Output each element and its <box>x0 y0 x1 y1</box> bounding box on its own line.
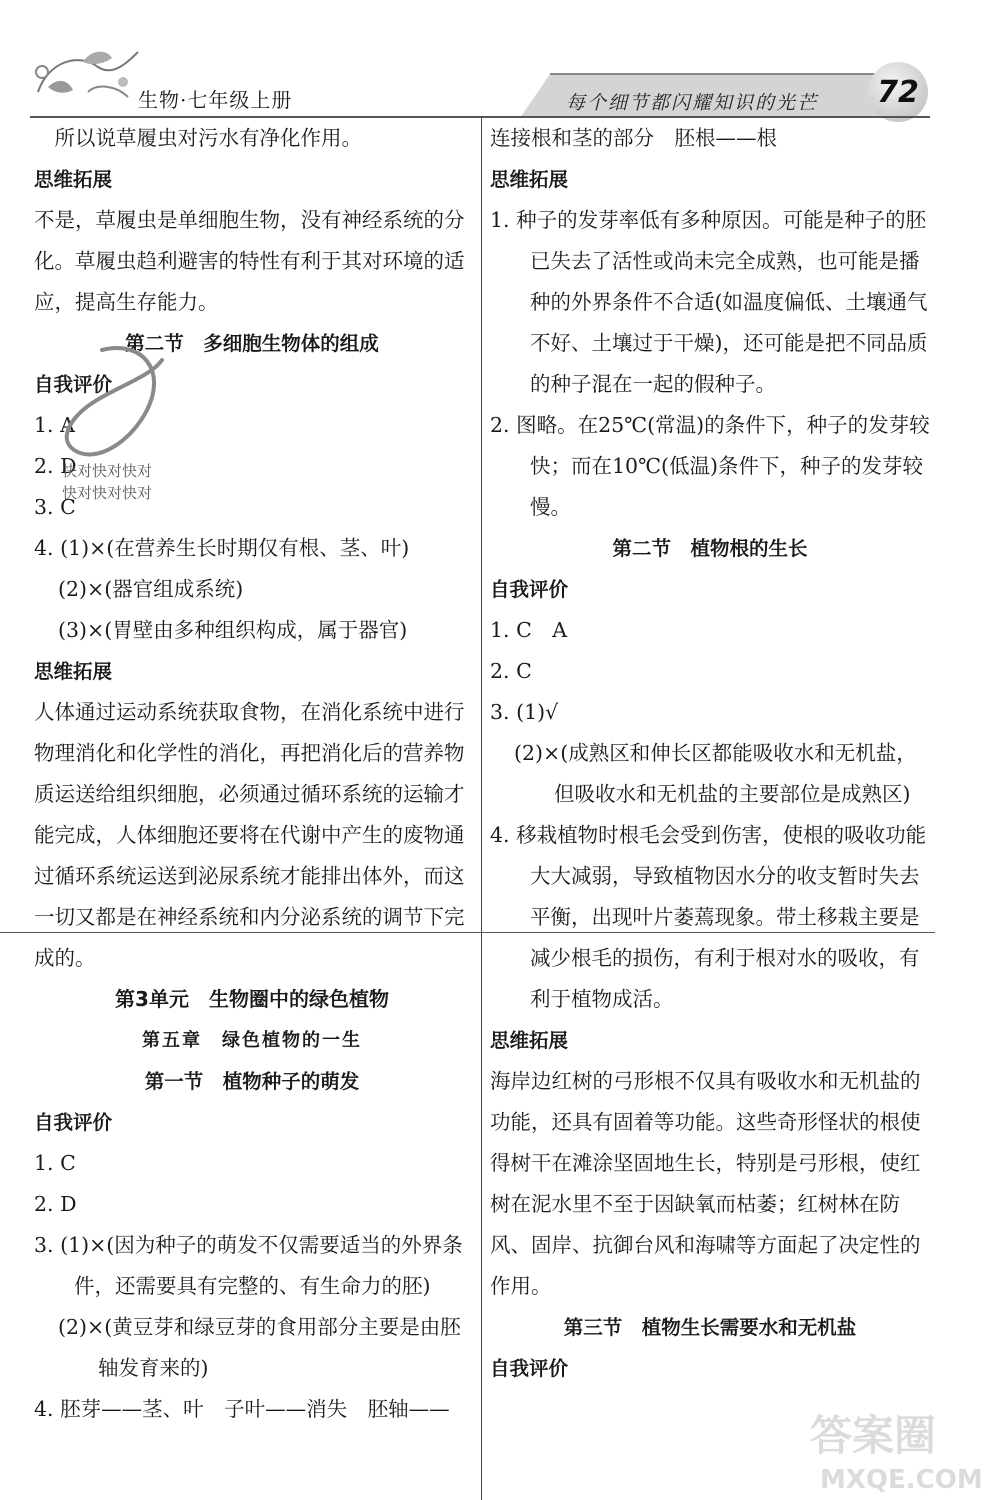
section-title: 第二节 多细胞生物体的组成 <box>125 332 379 355</box>
section-heading: 自我评价 <box>490 578 569 601</box>
section-title: 第一节 植物种子的萌发 <box>144 1070 360 1093</box>
section-heading: 思维拓展 <box>490 168 569 191</box>
answer-item: 4. 胚芽——茎、叶 子叶——消失 胚轴—— <box>34 1397 450 1421</box>
paragraph: 不是，草履虫是单细胞生物，没有神经系统的分化。草履虫趋利避害的特性有利于其对环境的适应，提高生存能力。 <box>34 208 465 314</box>
subject-title: 生物·七年级上册 <box>138 88 293 112</box>
pen-scribble-icon <box>52 330 182 480</box>
section-heading: 自我评价 <box>34 373 113 396</box>
answer-item: 2. C <box>490 659 532 683</box>
answer-item: (2)×(黄豆芽和绿豆芽的食用部分主要是由胚轴发育来的) <box>58 1315 461 1380</box>
answer-item: 4. (1)×(在营养生长时期仅有根、茎、叶) <box>34 536 410 560</box>
answer-item: 3. (1)√ <box>490 700 559 724</box>
text-line: 连接根和茎的部分 胚根——根 <box>490 126 777 150</box>
answer-item: 1. C <box>34 1151 76 1175</box>
section-heading: 思维拓展 <box>490 1029 569 1052</box>
section-title: 第三节 植物生长需要水和无机盐 <box>563 1316 857 1339</box>
answer-item: 2. 图略。在25℃(常温)的条件下，种子的发芽较快；而在10℃(低温)条件下，种子的发芽较慢。 <box>490 413 930 519</box>
answer-item: 4. 移栽植物时根毛会受到伤害，使根的吸收功能大大减弱，导致植物因水分的收支暂时失去平衡，出现叶片萎蔫现象。带土移栽主要是减少根毛的损伤，有利于根对水的吸收，有利于植物成活。 <box>490 823 927 1011</box>
answer-item: 1. C A <box>490 618 568 642</box>
left-column <box>34 118 470 1430</box>
unit-title: 第3单元 生物圈中的绿色植物 <box>115 987 389 1011</box>
watermark-logo <box>800 1400 990 1495</box>
section-title: 第二节 植物根的生长 <box>612 537 808 560</box>
answer-item: 1. A <box>34 413 75 437</box>
watermark-text: 答案圈 <box>810 1411 937 1460</box>
paragraph: 海岸边红树的弓形根不仅具有吸收水和无机盐的功能，还具有固着等功能。这些奇形怪状的根使得树干在滩涂坚固地生长，特别是弓形根，使红树在泥水里不至于因缺氧而枯萎；红树林在防风、固岸、抗御台风和海啸等方面起了决定性的作用。 <box>490 1069 921 1298</box>
stamp-text: 快对快对快对 快对快对快对 <box>62 462 153 502</box>
right-column <box>490 118 930 1389</box>
answer-item: 2. D <box>34 454 77 478</box>
section-heading: 自我评价 <box>490 1357 569 1380</box>
answer-item: 2. D <box>34 1192 77 1216</box>
answer-item: 3. C <box>34 495 76 519</box>
paragraph: 人体通过运动系统获取食物，在消化系统中进行物理消化和化学性的消化，再把消化后的营养物质运送给组织细胞，必须通过循环系统的运输才能完成，人体细胞还要将在代谢中产生的废物通过循环系统运送到泌尿系统才能排出体外，而这一切又都是在神经系统和内分泌系统的调节下完成的。 <box>34 700 465 970</box>
column-divider <box>481 118 482 1500</box>
section-heading: 思维拓展 <box>34 660 113 683</box>
answer-item: (3)×(胃壁由多种组织构成，属于器官) <box>58 618 408 642</box>
watermark-site: MXQE.COM <box>820 1465 983 1495</box>
answer-item: 3. (1)×(因为种子的萌发不仅需要适当的外界条件，还需要具有完整的、有生命力的胚) <box>34 1233 463 1298</box>
chapter-title: 第五章 绿色植物的一生 <box>142 1030 362 1051</box>
banner-slogan: 每个细节都闪耀知识的光芒 <box>566 92 819 114</box>
answer-item: 1. 种子的发芽率低有多种原因。可能是种子的胚已失去了活性或尚未完全成熟，也可能是播种的外界条件不合适(如温度偏低、土壤通气不好、土壤过于干燥)，还可能是把不同品质的种子混在一起的假种子。 <box>490 208 928 396</box>
page-number: 72 <box>868 62 928 122</box>
page-header <box>0 0 1000 128</box>
section-heading: 思维拓展 <box>34 168 113 191</box>
text-line: 所以说草履虫对污水有净化作用。 <box>54 126 362 150</box>
answer-item: (2)×(成熟区和伸长区都能吸收水和无机盐，但吸收水和无机盐的主要部位是成熟区) <box>514 741 917 806</box>
section-heading: 自我评价 <box>34 1111 113 1134</box>
answer-item: (2)×(器官组成系统) <box>58 577 244 601</box>
floral-ornament-icon <box>28 32 148 112</box>
